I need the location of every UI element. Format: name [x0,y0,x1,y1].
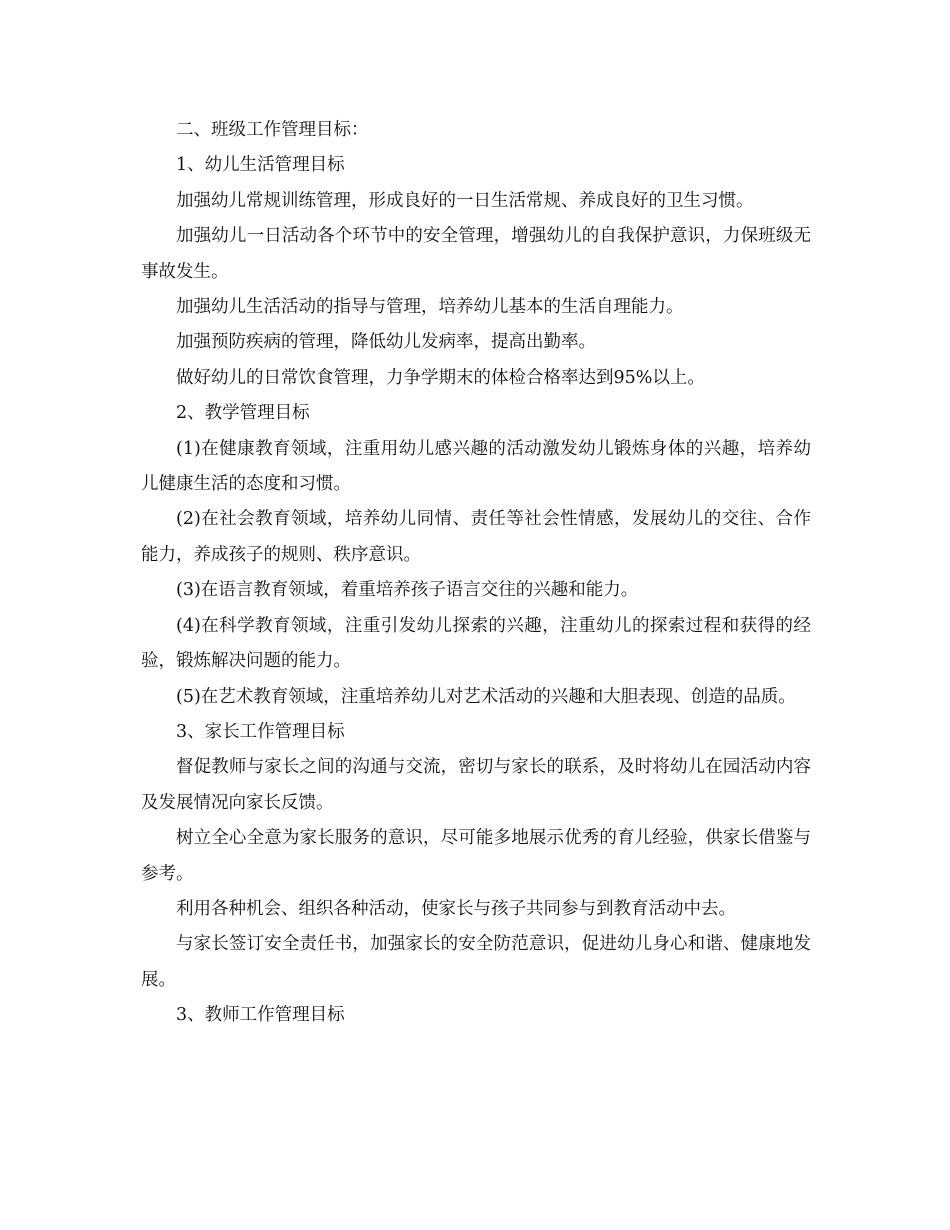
body-paragraph: 加强幼儿生活活动的指导与管理，培养幼儿基本的生活自理能力。 [176,297,684,318]
section-heading: 二、班级工作管理目标： [176,120,369,140]
subsection-heading: 3、家长工作管理目标 [176,721,345,742]
body-paragraph: 利用各种机会、组织各种活动，使家长与孩子共同参与到教育活动中去。 [176,898,736,919]
body-paragraph: 加强幼儿一日活动各个环节中的安全管理，增强幼儿的自我保护意识，力保班级无事故发生。 [141,226,811,282]
body-paragraph: 督促教师与家长之间的沟通与交流，密切与家长的联系，及时将幼儿在园活动内容及发展情况向家长反馈。 [141,757,811,813]
body-paragraph: 加强幼儿常规训练管理，形成良好的一日生活常规、养成良好的卫生习惯。 [176,190,754,211]
subsection-heading: 3、教师工作管理目标 [176,1005,345,1026]
body-paragraph: 与家长签订安全责任书，加强家长的安全防范意识，促进幼儿身心和谐、健康地发展。 [141,934,811,990]
subsection-heading: 1、幼儿生活管理目标 [176,155,345,176]
body-paragraph: 做好幼儿的日常饮食管理，力争学期末的体检合格率达到95%以上。 [176,367,705,388]
body-paragraph: (4)在科学教育领域，注重引发幼儿探索的兴趣，注重幼儿的探索过程和获得的经验，锻炼解决问题的能力。 [141,615,811,672]
body-paragraph: 树立全心全意为家长服务的意识，尽可能多地展示优秀的育儿经验，供家长借鉴与参考。 [141,828,811,884]
subsection-heading: 2、教学管理目标 [176,403,310,424]
body-paragraph: (2)在社会教育领域，培养幼儿同情、责任等社会性情感，发展幼儿的交往、合作能力，养成孩子的规则、秩序意识。 [141,509,811,565]
body-paragraph: (3)在语言教育领域，着重培养孩子语言交往的兴趣和能力。 [176,580,639,601]
body-paragraph: 加强预防疾病的管理，降低幼儿发病率，提高出勤率。 [176,332,596,353]
body-paragraph: (1)在健康教育领域，注重用幼儿感兴趣的活动激发幼儿锻炼身体的兴趣，培养幼儿健康生活的态度和习惯。 [141,438,811,495]
document-body [141,113,811,1034]
body-paragraph: (5)在艺术教育领域，注重培养幼儿对艺术活动的兴趣和大胆表现、创造的品质。 [176,686,796,707]
